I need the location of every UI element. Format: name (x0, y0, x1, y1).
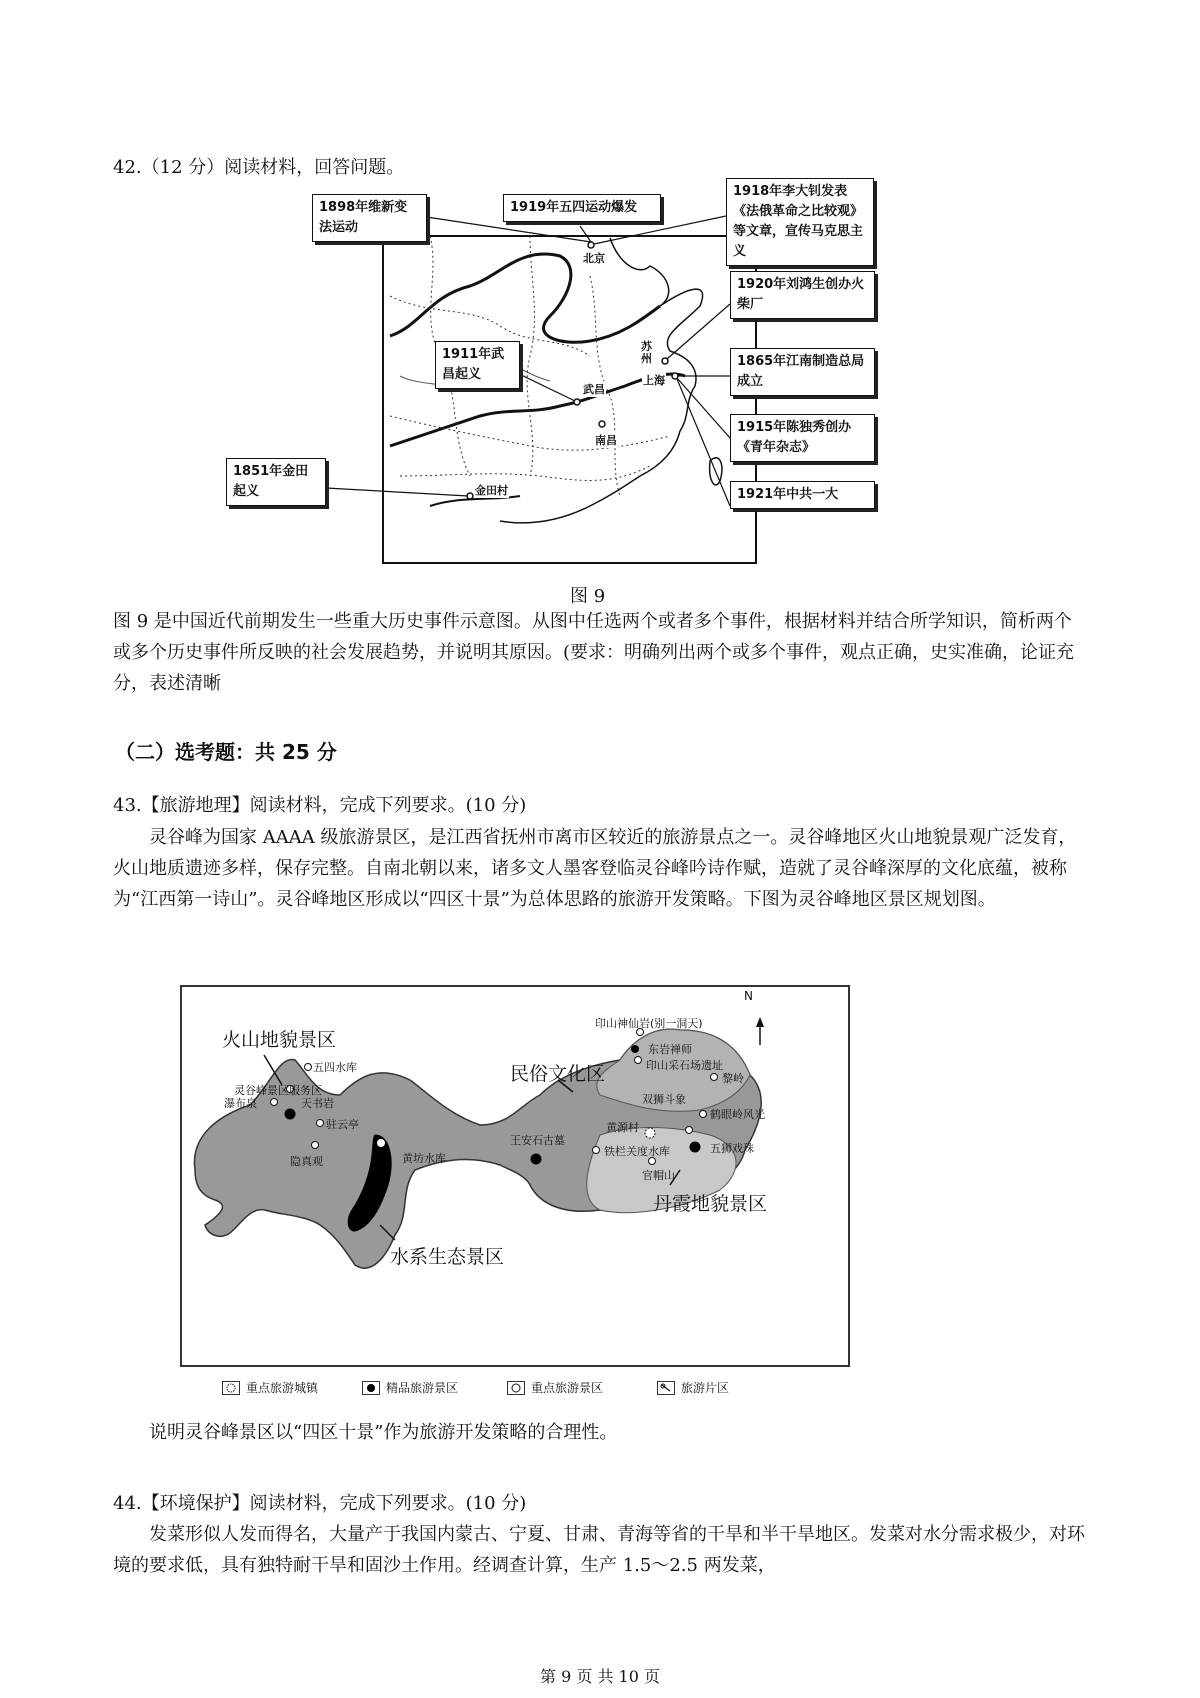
event-1918: 1918年李大钊发表《法俄革命之比较观》等文章，宣传马克思主义 (726, 178, 874, 266)
place-wangan: 王安石古墓 (510, 1134, 565, 1147)
place-pubu: 瀑布泉 (224, 1097, 257, 1110)
legend-key-label: 重点旅游景区 (531, 1381, 604, 1395)
zone-water: 水系生态景区 (390, 1246, 505, 1268)
place-heyan: 鹤眼岭风光 (710, 1108, 765, 1121)
page-footer: 第 9 页 共 10 页 (540, 1667, 660, 1686)
event-1851: 1851年金田起义 (226, 458, 326, 506)
legend-premium (362, 1379, 458, 1396)
key-site-icon (507, 1381, 525, 1395)
q43-body: 灵谷峰为国家 AAAA 级旅游景区，是江西省抚州市离市区较近的旅游景点之一。灵谷峰地区火山地貌景观广泛发育，火山地质遗迹多样，保存完整。自南北朝以来，诸多文人墨客登临灵谷峰吟诗作赋，造就了灵谷峰深厚的文化底蕴，被称为“江西第一诗山”。灵谷峰地区形成以“四区十景”为总体思路的旅游开发策略。下图为灵谷峰地区景区规划图。 (113, 827, 1077, 910)
premium-site-icon (362, 1381, 380, 1395)
event-1920: 1920年刘鸿生创办火柴厂 (730, 271, 875, 319)
place-yinshan-cai: 印山采石场遗址 (646, 1059, 723, 1072)
place-tielan: 铁栏关度水库 (604, 1145, 670, 1158)
legend-premium-label: 精品旅游景区 (386, 1381, 459, 1395)
place-service: 灵谷峰景区服务区 (234, 1084, 322, 1097)
north-label: N (744, 989, 753, 1003)
event-1911: 1911年武昌起义 (435, 341, 520, 389)
event-1865: 1865年江南制造总局成立 (730, 348, 875, 396)
q42-title: 42.（12 分）阅读材料，回答问题。 (113, 157, 405, 178)
event-1915: 1915年陈独秀创办《青年杂志》 (730, 414, 875, 462)
place-dongyan: 东岩禅师 (648, 1043, 692, 1056)
q43-title: 43.【旅游地理】阅读材料，完成下列要求。(10 分) (113, 795, 527, 816)
legend-town-label: 重点旅游城镇 (246, 1381, 319, 1395)
figure-9-caption: 图 9 (570, 586, 606, 607)
place-yinshan-xian: 印山神仙岩(别一洞天) (595, 1017, 703, 1030)
zone-folk: 民俗文化区 (510, 1063, 606, 1085)
event-1919: 1919年五四运动爆发 (503, 194, 661, 222)
legend-zone-label: 旅游片区 (681, 1381, 730, 1395)
q43-question: 说明灵谷峰景区以“四区十景”作为旅游开发策略的合理性。 (149, 1422, 618, 1443)
zone-pointer-icon (657, 1381, 675, 1395)
city-jintian: 金田村 (475, 484, 508, 497)
place-wushi: 五狮戏珠 (710, 1142, 754, 1155)
q44-body: 发菜形似人发而得名，大量产于我国内蒙古、宁夏、甘肃、青海等省的干旱和半干旱地区。发菜对水分需求极少，对环境的要求低，具有独特耐干旱和固沙土作用。经调查计算，生产 1.5～2.5 两发菜， (113, 1524, 1085, 1576)
city-suzhou: 苏州 (641, 340, 652, 365)
place-lingling: 黎岭 (722, 1072, 744, 1085)
history-map (230, 176, 970, 576)
place-huangyuan: 黄源村 (606, 1121, 639, 1134)
zone-volcano: 火山地貌景区 (222, 1029, 337, 1051)
city-nanchang: 南昌 (595, 434, 617, 447)
place-yinzhen: 隐真观 (290, 1155, 323, 1168)
place-shuangshi: 双狮斗象 (642, 1093, 686, 1106)
place-huangfang: 黄坊水库 (402, 1152, 446, 1165)
zone-danxia: 丹霞地貌景区 (653, 1193, 768, 1215)
event-1921: 1921年中共一大 (730, 481, 875, 509)
event-1898: 1898年维新变法运动 (312, 194, 427, 242)
tourism-map (180, 985, 850, 1367)
town-icon (222, 1381, 240, 1395)
legend-key (507, 1379, 603, 1396)
section-heading: （二）选考题：共 25 分 (115, 740, 337, 764)
q44-title: 44.【环境保护】阅读材料，完成下列要求。(10 分) (113, 1493, 527, 1514)
place-wusi: 五四水库 (313, 1061, 357, 1074)
map-legend (222, 1375, 802, 1401)
q42-body: 图 9 是中国近代前期发生一些重大历史事件示意图。从图中任选两个或者多个事件，根据材料并结合所学知识，简析两个或多个历史事件所反映的社会发展趋势，并说明其原因。(要求：明确列出两个或多个事件，观点正确，史实准确，论证充分，表述清晰 (113, 611, 1075, 694)
city-wuchang: 武昌 (583, 383, 605, 396)
place-tianshu: 天书岩 (301, 1097, 334, 1110)
legend-zone (657, 1379, 729, 1396)
place-zhuyun: 驻云亭 (326, 1118, 359, 1131)
city-beijing: 北京 (583, 252, 605, 265)
city-shanghai: 上海 (643, 374, 665, 387)
place-guanmao: 官帽山 (642, 1169, 675, 1182)
legend-town (222, 1379, 318, 1396)
